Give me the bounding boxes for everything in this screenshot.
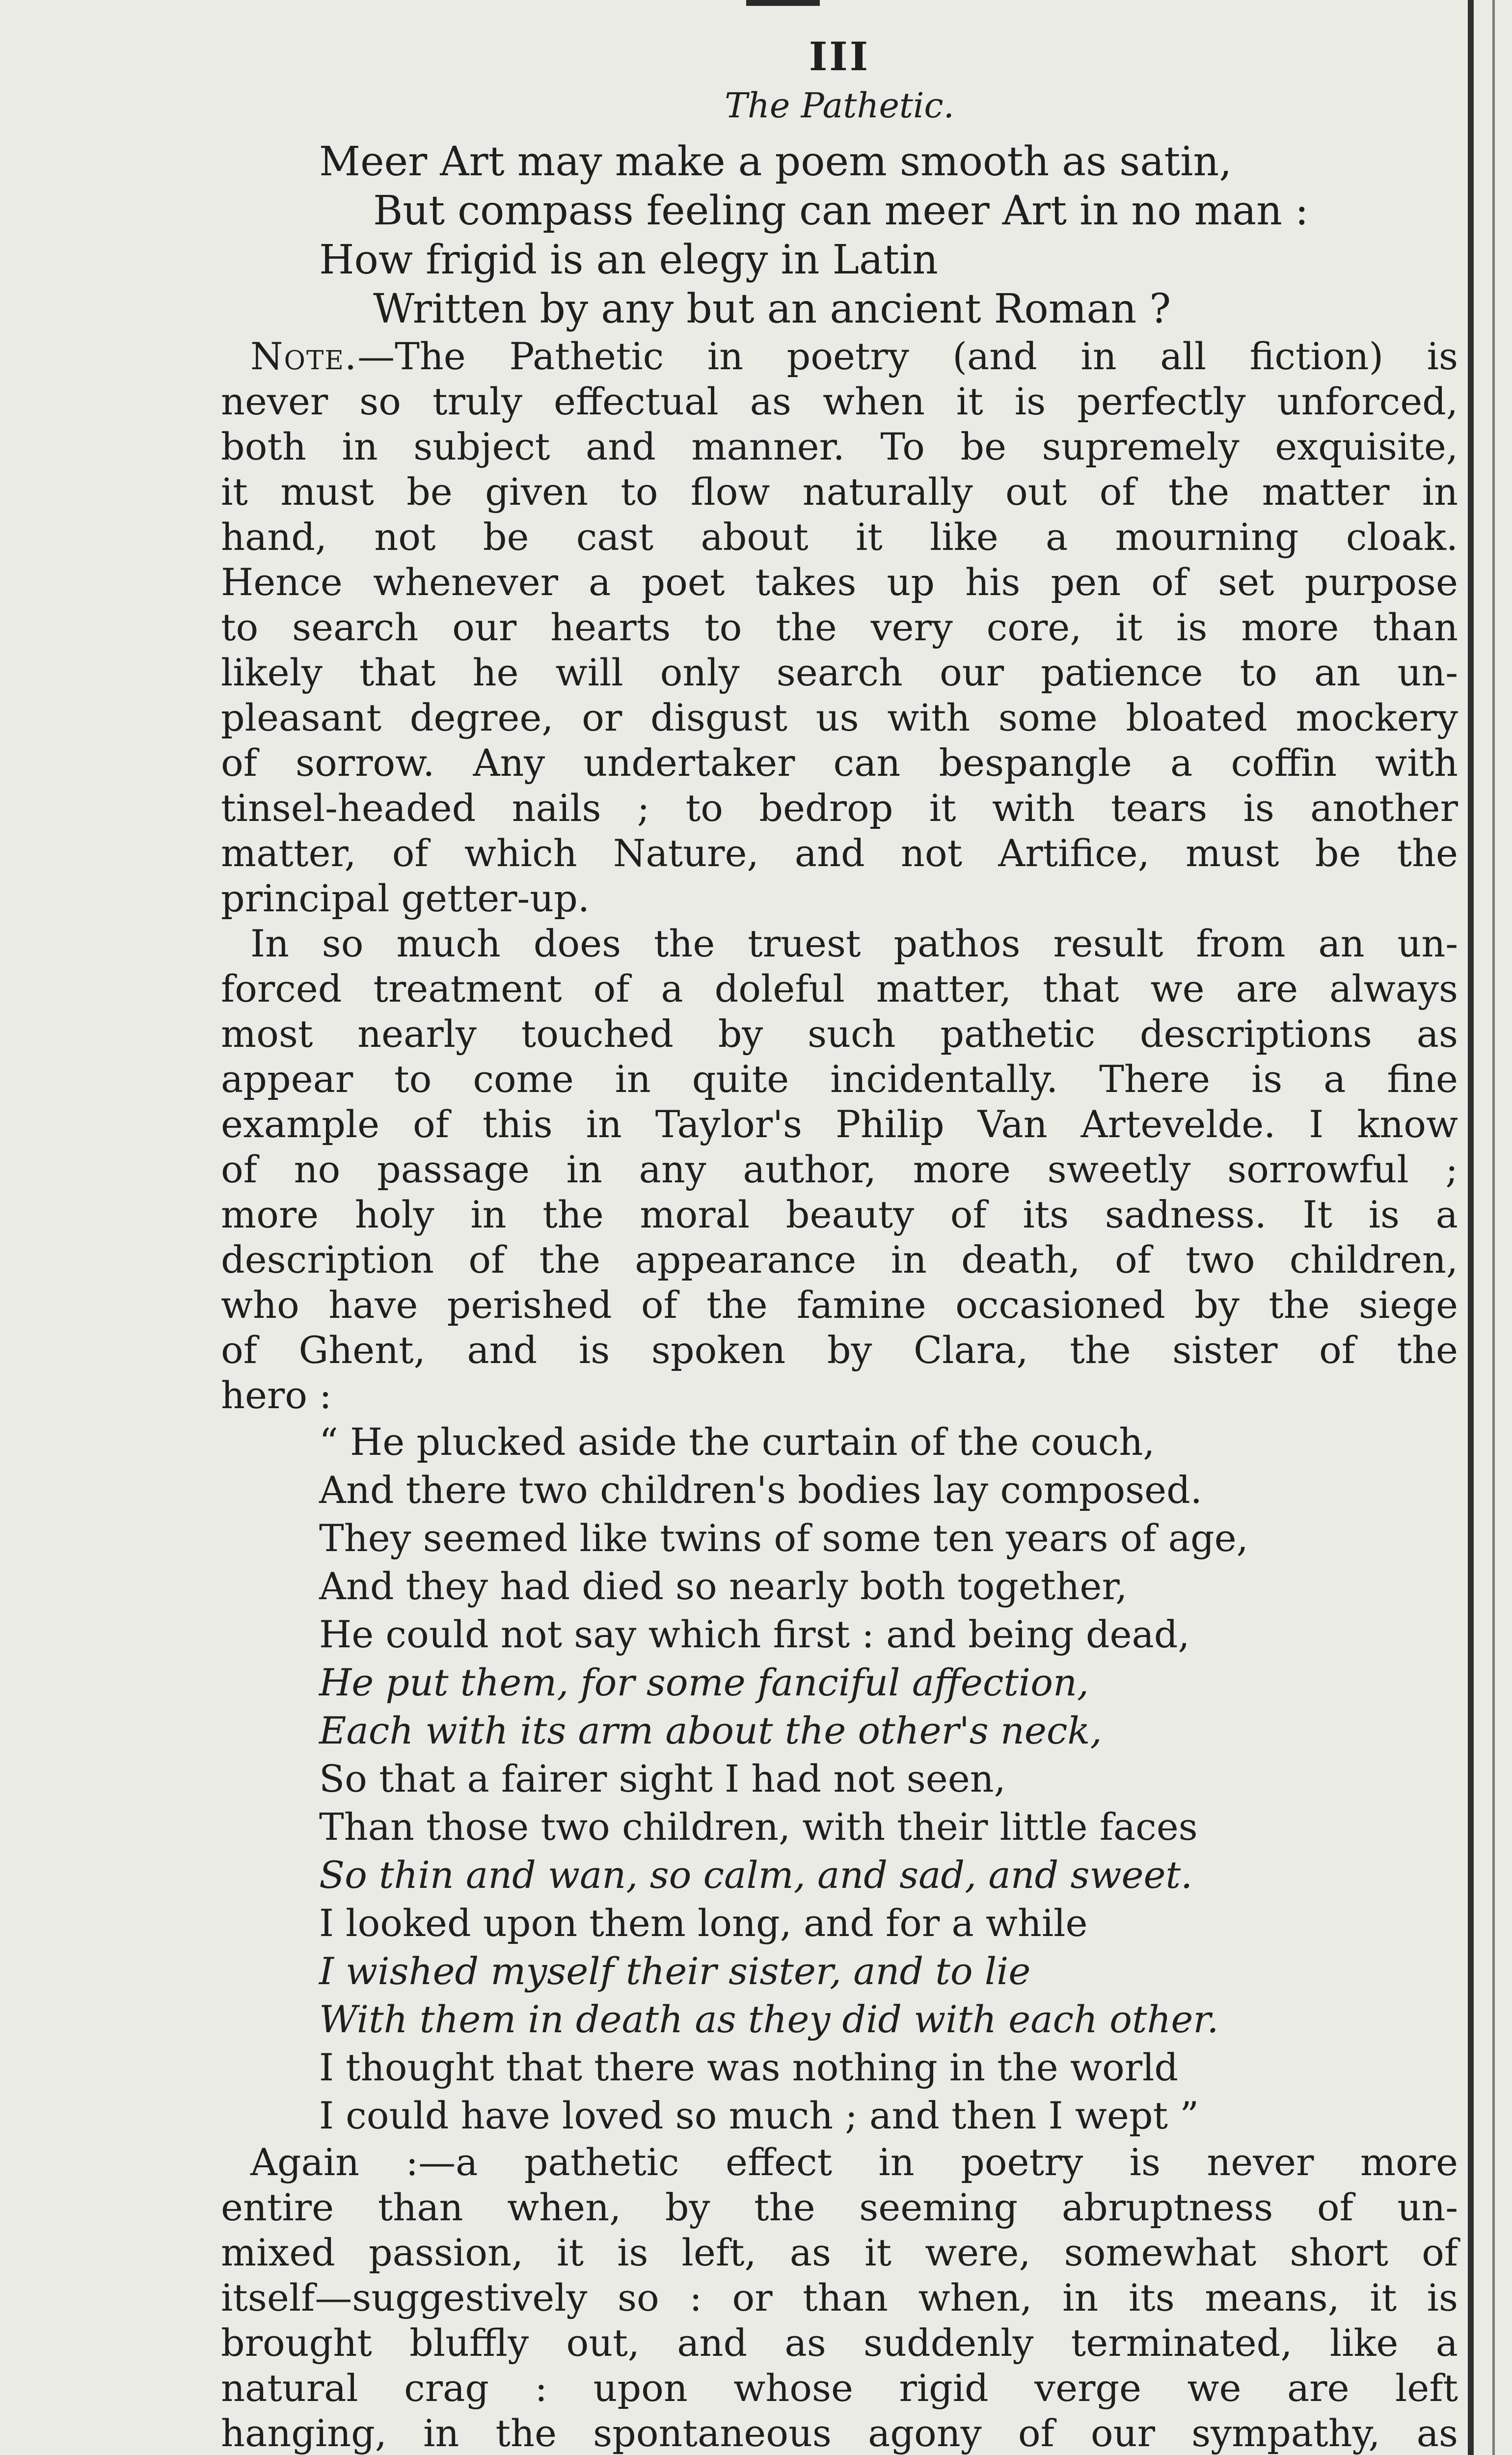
verse-line: I looked upon them long, and for a while xyxy=(319,1901,1088,1945)
paragraph-pathos xyxy=(221,921,1458,1418)
text-line: Hence whenever a poet takes up his pen of set purpose xyxy=(221,560,1458,604)
verse-line: He could not say which first : and being dead, xyxy=(319,1612,1190,1656)
verse-line: I could have loved so much ; and then I wept ” xyxy=(319,2094,1199,2137)
text-line: it must be given to flow naturally out of the matter in xyxy=(221,470,1458,514)
epigram xyxy=(221,137,1458,334)
text-line: hero : xyxy=(221,1373,332,1417)
text-line: example of this in Taylor's Philip Van Artevelde. I know xyxy=(221,1102,1458,1146)
text-line: likely that he will only search our patience to an un- xyxy=(221,651,1458,694)
text-line: most nearly touched by such pathetic descriptions as xyxy=(221,1012,1458,1056)
verse-line: “ He plucked aside the curtain of the couch, xyxy=(319,1420,1155,1464)
text-line: more holy in the moral beauty of its sadness. It is a xyxy=(221,1193,1458,1236)
text-line xyxy=(221,334,1458,379)
text-line: never so truly effectual as when it is perfectly unforced, xyxy=(221,380,1458,423)
note-label: Note. xyxy=(250,334,358,378)
verse-line: I wished myself their sister, and to lie xyxy=(319,1949,1031,1993)
verse-line: And they had died so nearly both together, xyxy=(319,1564,1128,1608)
column-rule-outer xyxy=(1492,0,1495,2455)
text-line: to search our hearts to the very core, it is more than xyxy=(221,605,1458,649)
text-line: forced treatment of a doleful matter, that we are always xyxy=(221,967,1458,1010)
verse-line: He put them, for some fanciful affection, xyxy=(319,1661,1089,1704)
text-line: hanging, in the spontaneous agony of our sympathy, as xyxy=(221,2411,1458,2455)
text-line: principal getter-up. xyxy=(221,876,590,920)
text-line: itself—suggestively so : or than when, in its means, it is xyxy=(221,2276,1458,2319)
text-line: Again :—a pathetic effect in poetry is never more xyxy=(250,2140,1458,2184)
epigram-line: But compass feeling can meer Art in no man : xyxy=(373,188,1309,234)
verse-line: So that a fairer sight I had not seen, xyxy=(319,1757,1006,1800)
verse-line: Than those two children, with their little faces xyxy=(319,1805,1198,1849)
column-rule xyxy=(1468,0,1474,2455)
quote-artevelde xyxy=(221,1418,1458,2140)
text-line: mixed passion, it is left, as it were, somewhat short of xyxy=(221,2231,1458,2274)
epigram-line: Written by any but an ancient Roman ? xyxy=(373,286,1171,332)
top-rule xyxy=(746,0,820,6)
text-line: tinsel-headed nails ; to bedrop it with tears is another xyxy=(221,786,1458,830)
verse-line: And there two children's bodies lay composed. xyxy=(319,1468,1202,1512)
verse-line: I thought that there was nothing in the world xyxy=(319,2046,1179,2089)
verse-line: So thin and wan, so calm, and sad, and sweet. xyxy=(319,1853,1193,1897)
verse-line: With them in death as they did with each other. xyxy=(319,1997,1219,2041)
text-line: natural crag : upon whose rigid verge we are left xyxy=(221,2366,1458,2410)
text-line: of Ghent, and is spoken by Clara, the sister of the xyxy=(221,1328,1458,1372)
paragraph-abruptness xyxy=(221,2140,1458,2455)
verse-line: They seemed like twins of some ten years of age, xyxy=(319,1516,1248,1560)
article-column xyxy=(221,29,1458,2455)
text-line: who have perished of the famine occasioned by the siege xyxy=(221,1283,1458,1327)
text-line: matter, of which Nature, and not Artifice, must be the xyxy=(221,831,1458,875)
text-line: entire than when, by the seeming abruptness of un- xyxy=(221,2185,1458,2229)
text-line: of sorrow. Any undertaker can bespangle a coffin with xyxy=(221,741,1458,785)
text-line: In so much does the truest pathos result from an un- xyxy=(250,922,1458,965)
paragraph-note xyxy=(221,334,1458,921)
text-line: brought bluffly out, and as suddenly terminated, like a xyxy=(221,2321,1458,2365)
text-line: pleasant degree, or disgust us with some bloated mockery xyxy=(221,696,1458,739)
text-line: both in subject and manner. To be supremely exquisite, xyxy=(221,425,1458,468)
verse-line: Each with its arm about the other's neck, xyxy=(319,1709,1102,1752)
epigram-line: How frigid is an elegy in Latin xyxy=(319,237,938,283)
text-line-content: —The Pathetic in poetry (and in all fiction) is xyxy=(357,334,1458,378)
epigram-line: Meer Art may make a poem smooth as satin, xyxy=(319,138,1232,185)
text-line: description of the appearance in death, of two children, xyxy=(221,1238,1458,1282)
section-title: The Pathetic. xyxy=(725,85,954,126)
text-line: appear to come in quite incidentally. There is a fine xyxy=(221,1057,1458,1101)
text-line: of no passage in any author, more sweetly sorrowful ; xyxy=(221,1147,1458,1191)
text-line: hand, not be cast about it like a mourning cloak. xyxy=(221,515,1458,559)
section-numeral: III xyxy=(809,33,870,80)
